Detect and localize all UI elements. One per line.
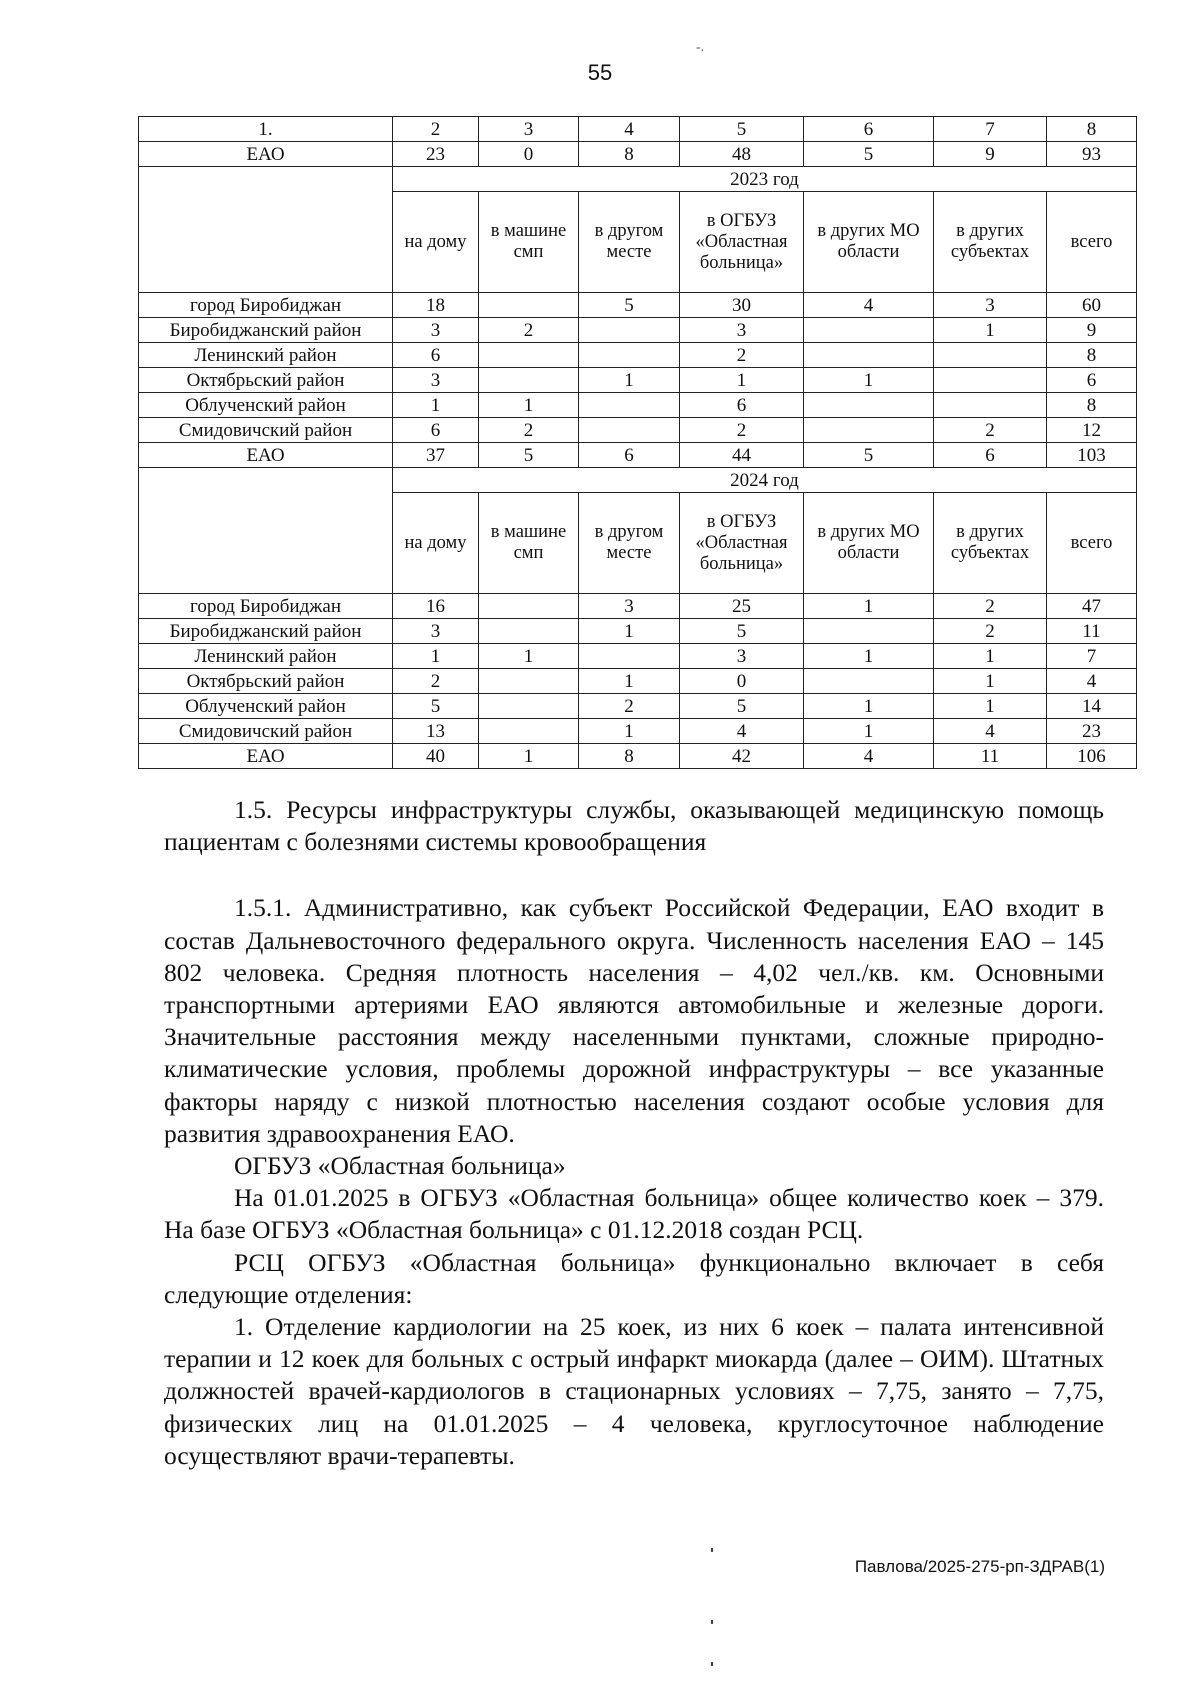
paragraph: На 01.01.2025 в ОГБУЗ «Областная больница» общее количество коек – 379. На базе ОГБУЗ «Областная больница» с 01.12.2018 создан РСЦ.: [164, 1183, 1104, 1245]
table-cell: 1: [804, 594, 934, 619]
year-label: 2024 год: [393, 468, 1137, 493]
table-cell: 1: [579, 719, 680, 744]
table-cell: [804, 418, 934, 443]
column-header: в других МО области: [804, 493, 934, 594]
table-cell: 6: [934, 443, 1047, 468]
scan-dot: [711, 1548, 713, 1552]
row-label: ЕАО: [139, 744, 393, 769]
table-cell: 3: [393, 619, 479, 644]
table-cell: 5: [680, 117, 804, 142]
table-cell: ЕАО: [139, 142, 393, 167]
table-cell: 16: [393, 594, 479, 619]
table-cell: 1: [804, 694, 934, 719]
table-cell: 2: [393, 669, 479, 694]
table-cell: 1: [579, 669, 680, 694]
table-row: [139, 142, 1137, 167]
table-cell: 14: [1047, 694, 1137, 719]
table-row: [139, 343, 1137, 368]
table-cell: 8: [1047, 343, 1137, 368]
table-cell: 25: [680, 594, 804, 619]
table-cell: [804, 393, 934, 418]
table-row: [139, 644, 1137, 669]
table-cell: 3: [934, 293, 1047, 318]
paragraph: 1. Отделение кардиологии на 25 коек, из них 6 коек – палата интенсивной терапии и 12 коек для больных с острый инфаркт миокарда (далее – ОИМ). Штатных должностей врачей-кардиологов в стационарных условиях – 7,75, занято – 7,75, физических лиц на 01.01.2025 – 4 человека, круглосуточное наблюдение осуществляют врачи-терапевты.: [164, 1312, 1104, 1470]
column-header: всего: [1047, 192, 1137, 293]
table-cell: 1: [393, 393, 479, 418]
column-header: в других субъектах: [934, 493, 1047, 594]
table-cell: [479, 343, 579, 368]
table-cell: [804, 669, 934, 694]
row-label: город Биробиджан: [139, 594, 393, 619]
table-cell: 7: [934, 117, 1047, 142]
table-cell: 8: [1047, 117, 1137, 142]
table-cell: [579, 418, 680, 443]
year-row: [139, 167, 1137, 192]
paragraph: 1.5.1. Административно, как субъект Российской Федерации, ЕАО входит в состав Дальневосточного федерального округа. Численность населения ЕАО – 145 802 человека. Средняя плотность населения – 4,02 чел./кв. км. Основными транспортными артериями ЕАО являются автомобильные и железные дороги. Значительные расстояния между населенными пунктами, сложные природно-климатические условия, проблемы дорожной инфраструктуры – все указанные факторы наряду с низкой плотностью населения создают особые условия для развития здравоохранения ЕАО.: [164, 893, 1104, 1148]
table-cell: 1: [934, 644, 1047, 669]
table-row: [139, 694, 1137, 719]
table-row: [139, 393, 1137, 418]
column-header: в ОГБУЗ «Областная больница»: [680, 192, 804, 293]
table-cell: 1: [393, 644, 479, 669]
table-cell: 23: [1047, 719, 1137, 744]
table-cell: 5: [579, 293, 680, 318]
statistics-table-wrapper: [138, 116, 1136, 769]
table-cell: 30: [680, 293, 804, 318]
row-label: Октябрьский район: [139, 669, 393, 694]
column-header: в машине смп: [479, 493, 579, 594]
table-cell: 47: [1047, 594, 1137, 619]
year-label: 2023 год: [393, 167, 1137, 192]
table-cell: 2: [479, 318, 579, 343]
row-label: Биробиджанский район: [139, 619, 393, 644]
table-cell: 6: [579, 443, 680, 468]
table-cell: 12: [1047, 418, 1137, 443]
row-label: Биробиджанский район: [139, 318, 393, 343]
table-cell: 4: [804, 744, 934, 769]
table-cell: 1: [934, 694, 1047, 719]
table-cell: [804, 318, 934, 343]
table-cell: [934, 368, 1047, 393]
table-cell: 1: [479, 644, 579, 669]
table-cell: 6: [393, 343, 479, 368]
table-cell: 9: [934, 142, 1047, 167]
row-label: Ленинский район: [139, 644, 393, 669]
statistics-table: [138, 116, 1137, 769]
table-cell: [479, 293, 579, 318]
table-cell: 6: [393, 418, 479, 443]
scan-dot: [711, 1620, 713, 1624]
table-cell: 11: [1047, 619, 1137, 644]
table-cell: 18: [393, 293, 479, 318]
row-label: Облученский район: [139, 393, 393, 418]
table-cell: 1: [804, 368, 934, 393]
table-cell: 2: [680, 343, 804, 368]
row-label: Смидовичский район: [139, 719, 393, 744]
table-cell: 1: [804, 644, 934, 669]
table-cell: 6: [804, 117, 934, 142]
table-cell: 0: [479, 142, 579, 167]
table-row: [139, 318, 1137, 343]
table-cell: [579, 644, 680, 669]
column-header: на дому: [393, 192, 479, 293]
row-label: ЕАО: [139, 443, 393, 468]
table-cell: 13: [393, 719, 479, 744]
table-cell: 1: [579, 619, 680, 644]
scan-mark: -.: [696, 40, 705, 55]
empty-header-cell: [139, 468, 393, 594]
table-cell: 6: [1047, 368, 1137, 393]
table-cell: 2: [680, 418, 804, 443]
table-cell: 2: [934, 594, 1047, 619]
table-cell: 2: [934, 418, 1047, 443]
table-cell: 2: [393, 117, 479, 142]
row-label: Ленинский район: [139, 343, 393, 368]
table-cell: 4: [680, 719, 804, 744]
table-row: [139, 619, 1137, 644]
table-cell: 0: [680, 669, 804, 694]
table-row: [139, 368, 1137, 393]
table-cell: [479, 719, 579, 744]
table-cell: 1: [934, 669, 1047, 694]
table-cell: 1: [680, 368, 804, 393]
table-cell: 44: [680, 443, 804, 468]
column-header: на дому: [393, 493, 479, 594]
table-cell: 1: [934, 318, 1047, 343]
table-cell: [479, 368, 579, 393]
table-cell: 5: [393, 694, 479, 719]
table-cell: 1: [479, 744, 579, 769]
table-cell: 2: [934, 619, 1047, 644]
document-body: [164, 794, 1104, 1472]
table-cell: 9: [1047, 318, 1137, 343]
table-cell: [934, 393, 1047, 418]
year-row: [139, 468, 1137, 493]
table-cell: [479, 619, 579, 644]
table-cell: 3: [680, 318, 804, 343]
table-row: [139, 418, 1137, 443]
table-cell: [579, 318, 680, 343]
table-cell: [479, 669, 579, 694]
table-cell: 37: [393, 443, 479, 468]
scan-dot: [711, 1662, 713, 1666]
table-cell: [579, 343, 680, 368]
table-cell: 4: [804, 293, 934, 318]
column-header: в других МО области: [804, 192, 934, 293]
table-cell: [804, 343, 934, 368]
table-cell: [804, 619, 934, 644]
document-footer: Павлова/2025-275-рп-ЗДРАВ(1): [854, 1557, 1105, 1576]
table-cell: 1: [804, 719, 934, 744]
table-cell: 1: [579, 368, 680, 393]
table-cell: [579, 393, 680, 418]
table-cell: 5: [804, 443, 934, 468]
empty-header-cell: [139, 167, 393, 293]
column-header: всего: [1047, 493, 1137, 594]
table-cell: 40: [393, 744, 479, 769]
row-label: город Биробиджан: [139, 293, 393, 318]
table-cell: 42: [680, 744, 804, 769]
page-number: 55: [587, 60, 613, 85]
column-header: в другом месте: [579, 192, 680, 293]
table-row: [139, 744, 1137, 769]
column-header: в других субъектах: [934, 192, 1047, 293]
table-cell: 7: [1047, 644, 1137, 669]
table-cell: [479, 594, 579, 619]
table-cell: 4: [579, 117, 680, 142]
table-cell: 60: [1047, 293, 1137, 318]
table-cell: 8: [1047, 393, 1137, 418]
table-cell: [479, 694, 579, 719]
row-label: Смидовичский район: [139, 418, 393, 443]
table-cell: 1.: [139, 117, 393, 142]
table-cell: 5: [680, 619, 804, 644]
table-cell: 2: [579, 694, 680, 719]
table-row: [139, 443, 1137, 468]
table-cell: 48: [680, 142, 804, 167]
table-row: [139, 669, 1137, 694]
table-row: [139, 594, 1137, 619]
column-header: в другом месте: [579, 493, 680, 594]
row-label: Облученский район: [139, 694, 393, 719]
table-cell: 8: [579, 142, 680, 167]
table-cell: 2: [479, 418, 579, 443]
table-cell: 3: [479, 117, 579, 142]
table-cell: 1: [479, 393, 579, 418]
table-cell: 3: [680, 644, 804, 669]
table-cell: 3: [393, 368, 479, 393]
table-cell: 5: [804, 142, 934, 167]
section-heading: 1.5. Ресурсы инфраструктуры службы, оказывающей медицинскую помощь пациентам с болезнями системы кровообращения: [164, 795, 1104, 857]
table-cell: 93: [1047, 142, 1137, 167]
table-cell: 5: [680, 694, 804, 719]
table-cell: 103: [1047, 443, 1137, 468]
table-cell: 8: [579, 744, 680, 769]
paragraph: РСЦ ОГБУЗ «Областная больница» функционально включает в себя следующие отделения:: [164, 1247, 1104, 1309]
table-row: [139, 719, 1137, 744]
paragraph: ОГБУЗ «Областная больница»: [234, 1151, 566, 1181]
table-cell: 3: [393, 318, 479, 343]
table-row: [139, 293, 1137, 318]
table-cell: 106: [1047, 744, 1137, 769]
row-label: Октябрьский район: [139, 368, 393, 393]
table-header-row: [139, 117, 1137, 142]
table-cell: 5: [479, 443, 579, 468]
table-cell: 6: [680, 393, 804, 418]
table-cell: 23: [393, 142, 479, 167]
table-cell: 3: [579, 594, 680, 619]
table-cell: 4: [934, 719, 1047, 744]
table-cell: [934, 343, 1047, 368]
table-cell: 11: [934, 744, 1047, 769]
column-header: в ОГБУЗ «Областная больница»: [680, 493, 804, 594]
column-header: в машине смп: [479, 192, 579, 293]
table-cell: 4: [1047, 669, 1137, 694]
